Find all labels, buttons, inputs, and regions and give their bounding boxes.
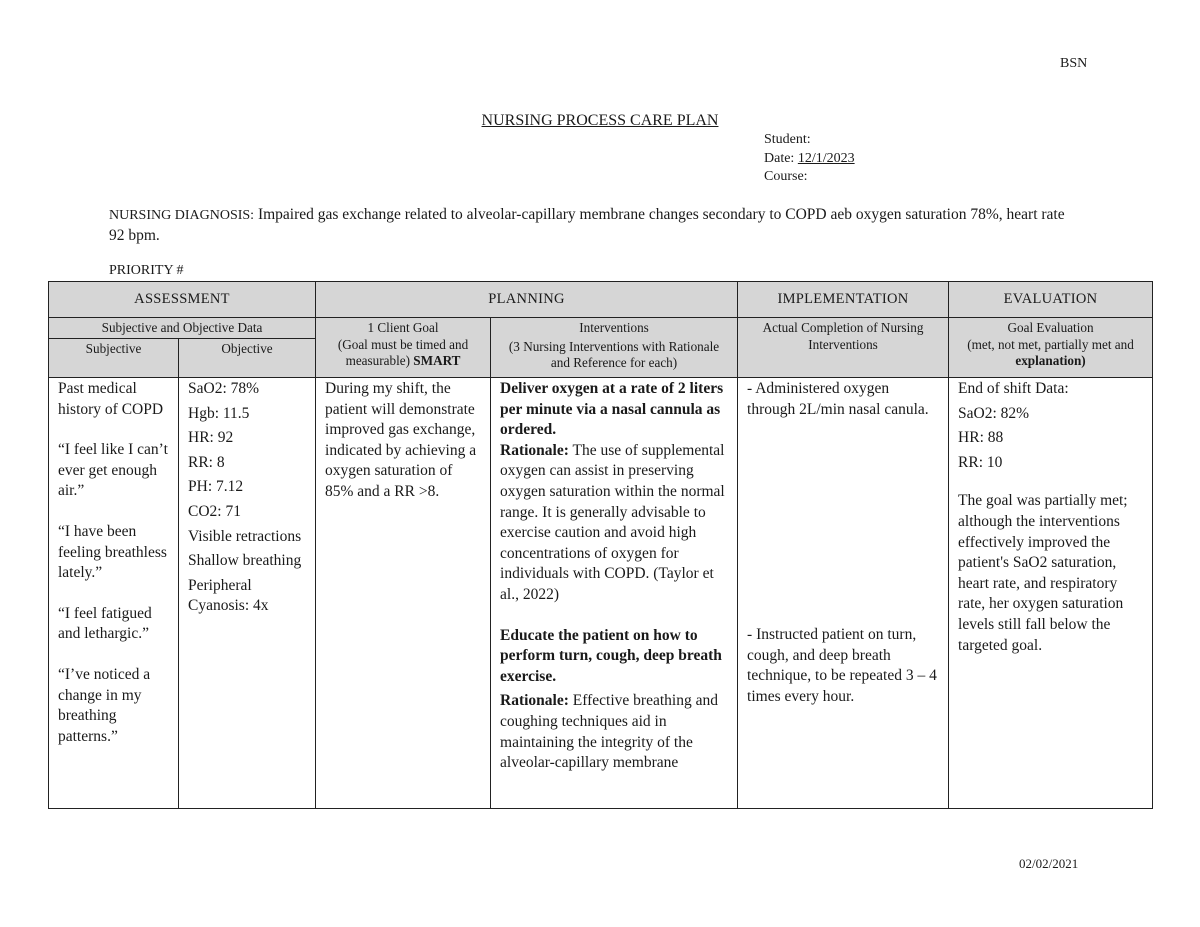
diagnosis-label: NURSING DIAGNOSIS: [109, 208, 255, 223]
date-row [764, 150, 855, 169]
interventions-cell [491, 378, 738, 809]
header-planning: PLANNING [316, 282, 738, 318]
subheader-client-goal [316, 318, 491, 378]
interventions-title: Interventions [579, 320, 649, 335]
patient-quote: “I feel fatigued and lethargic.” [58, 604, 152, 643]
subjective-cell [49, 378, 179, 809]
course-label: Course: [764, 169, 808, 184]
client-goal-title: 1 Client Goal [367, 320, 439, 335]
client-goal-smart: SMART [413, 353, 461, 368]
rationale-text: The use of supplemental oxygen can assist in preserving oxygen saturation within the normal range. It is generally advisable to exercise caution and avoid high concentrations of oxygen for individuals with COPD. (Taylor et al., 2022) [500, 441, 725, 603]
footer-date: 02/02/2021 [1019, 856, 1079, 871]
objective-item: Hgb: 11.5 [188, 404, 250, 422]
diagnosis-text: Impaired gas exchange related to alveolar-capillary membrane changes secondary to COPD aeb oxygen saturation 78%, heart rate 92 bpm. [109, 206, 1065, 244]
subheader-interventions [491, 318, 738, 378]
interventions-note: (3 Nursing Interventions with Rationale and Reference for each) [508, 338, 720, 370]
section-header-row [49, 282, 1153, 318]
subheader-subjective: Subjective [49, 339, 179, 378]
objective-item: PH: 7.12 [188, 478, 244, 496]
objective-item: HR: 92 [188, 429, 234, 447]
date-value: 12/1/2023 [797, 150, 855, 166]
medical-history: Past medical history of COPD [58, 380, 164, 418]
evaluation-data-item: HR: 88 [958, 429, 1004, 447]
evaluation-summary: The goal was partially met; although the interventions effectively improved the patient's SaO2 saturation, heart rate, and respiratory rate, her oxygen saturation levels still fall below the targeted goal. [958, 492, 1128, 654]
objective-item: Peripheral Cyanosis: 4x [188, 576, 269, 615]
patient-quote: “I have been feeling breathless lately.” [58, 522, 167, 582]
rationale-text: Effective breathing and coughing techniques aid in maintaining the integrity of the alveolar-capillary membrane [500, 692, 718, 772]
care-plan-body-row [49, 378, 1153, 809]
student-info-block [764, 131, 855, 187]
nursing-diagnosis [109, 205, 1069, 246]
subheader-implementation: Actual Completion of Nursing Interventions [738, 318, 949, 378]
objective-item: SaO2: 78% [188, 380, 260, 397]
evaluation-data-item: SaO2: 82% [958, 404, 1030, 422]
intervention-action: Deliver oxygen at a rate of 2 liters per minute via a nasal cannula as ordered. [500, 380, 724, 439]
rationale-label: Rationale: [500, 692, 569, 710]
intervention-rationale [500, 691, 728, 773]
student-label: Student: [764, 132, 811, 147]
client-goal-note-text: (Goal must be timed and measurable) [337, 336, 469, 368]
implementation-item: - Instructed patient on turn, cough, and deep breath technique, to be repeated 3 – 4 times every hour. [747, 626, 937, 705]
subheader-evaluation [949, 318, 1153, 378]
priority-label: PRIORITY # [109, 263, 184, 278]
patient-quote: “I feel like I can’t ever get enough air.” [58, 441, 168, 500]
subheader-objective: Objective [179, 339, 316, 378]
header-assessment: ASSESSMENT [49, 282, 316, 318]
evaluation-cell [949, 378, 1153, 809]
implementation-item: - Administered oxygen through 2L/min nasal canula. [747, 380, 929, 418]
evaluation-title: Goal Evaluation [1007, 320, 1094, 335]
subheader-row [49, 318, 1153, 339]
intervention-rationale [500, 441, 728, 606]
objective-item: Visible retractions [188, 527, 302, 545]
evaluation-note [949, 337, 1152, 370]
header-evaluation: EVALUATION [949, 282, 1153, 318]
objective-item: RR: 8 [188, 453, 225, 471]
client-goal-note [316, 337, 490, 370]
evaluation-note-bold: explanation) [1015, 353, 1086, 368]
objective-cell [179, 378, 316, 809]
care-plan-table [48, 281, 1153, 809]
evaluation-note-text: (met, not met, partially met and [967, 336, 1134, 352]
page-title: NURSING PROCESS CARE PLAN [481, 112, 719, 129]
evaluation-data-title: End of shift Data: [958, 380, 1069, 397]
header-implementation: IMPLEMENTATION [738, 282, 949, 318]
objective-item: Shallow breathing [188, 552, 302, 570]
subheader-subj-obj-data: Subjective and Objective Data [49, 318, 316, 339]
objective-item: CO2: 71 [188, 502, 241, 520]
evaluation-data-item: RR: 10 [958, 453, 1003, 471]
intervention-action: Educate the patient on how to perform turn, cough, deep breath exercise. [500, 626, 722, 685]
document-code: BSN [1060, 56, 1088, 71]
implementation-cell [738, 378, 949, 809]
date-label: Date: [764, 150, 795, 166]
rationale-label: Rationale: [500, 441, 569, 459]
client-goal-cell: During my shift, the patient will demonstrate improved gas exchange, indicated by achieving a oxygen saturation of 85% and a RR >8. [316, 378, 491, 809]
patient-quote: “I’ve noticed a change in my breathing patterns.” [58, 665, 151, 745]
